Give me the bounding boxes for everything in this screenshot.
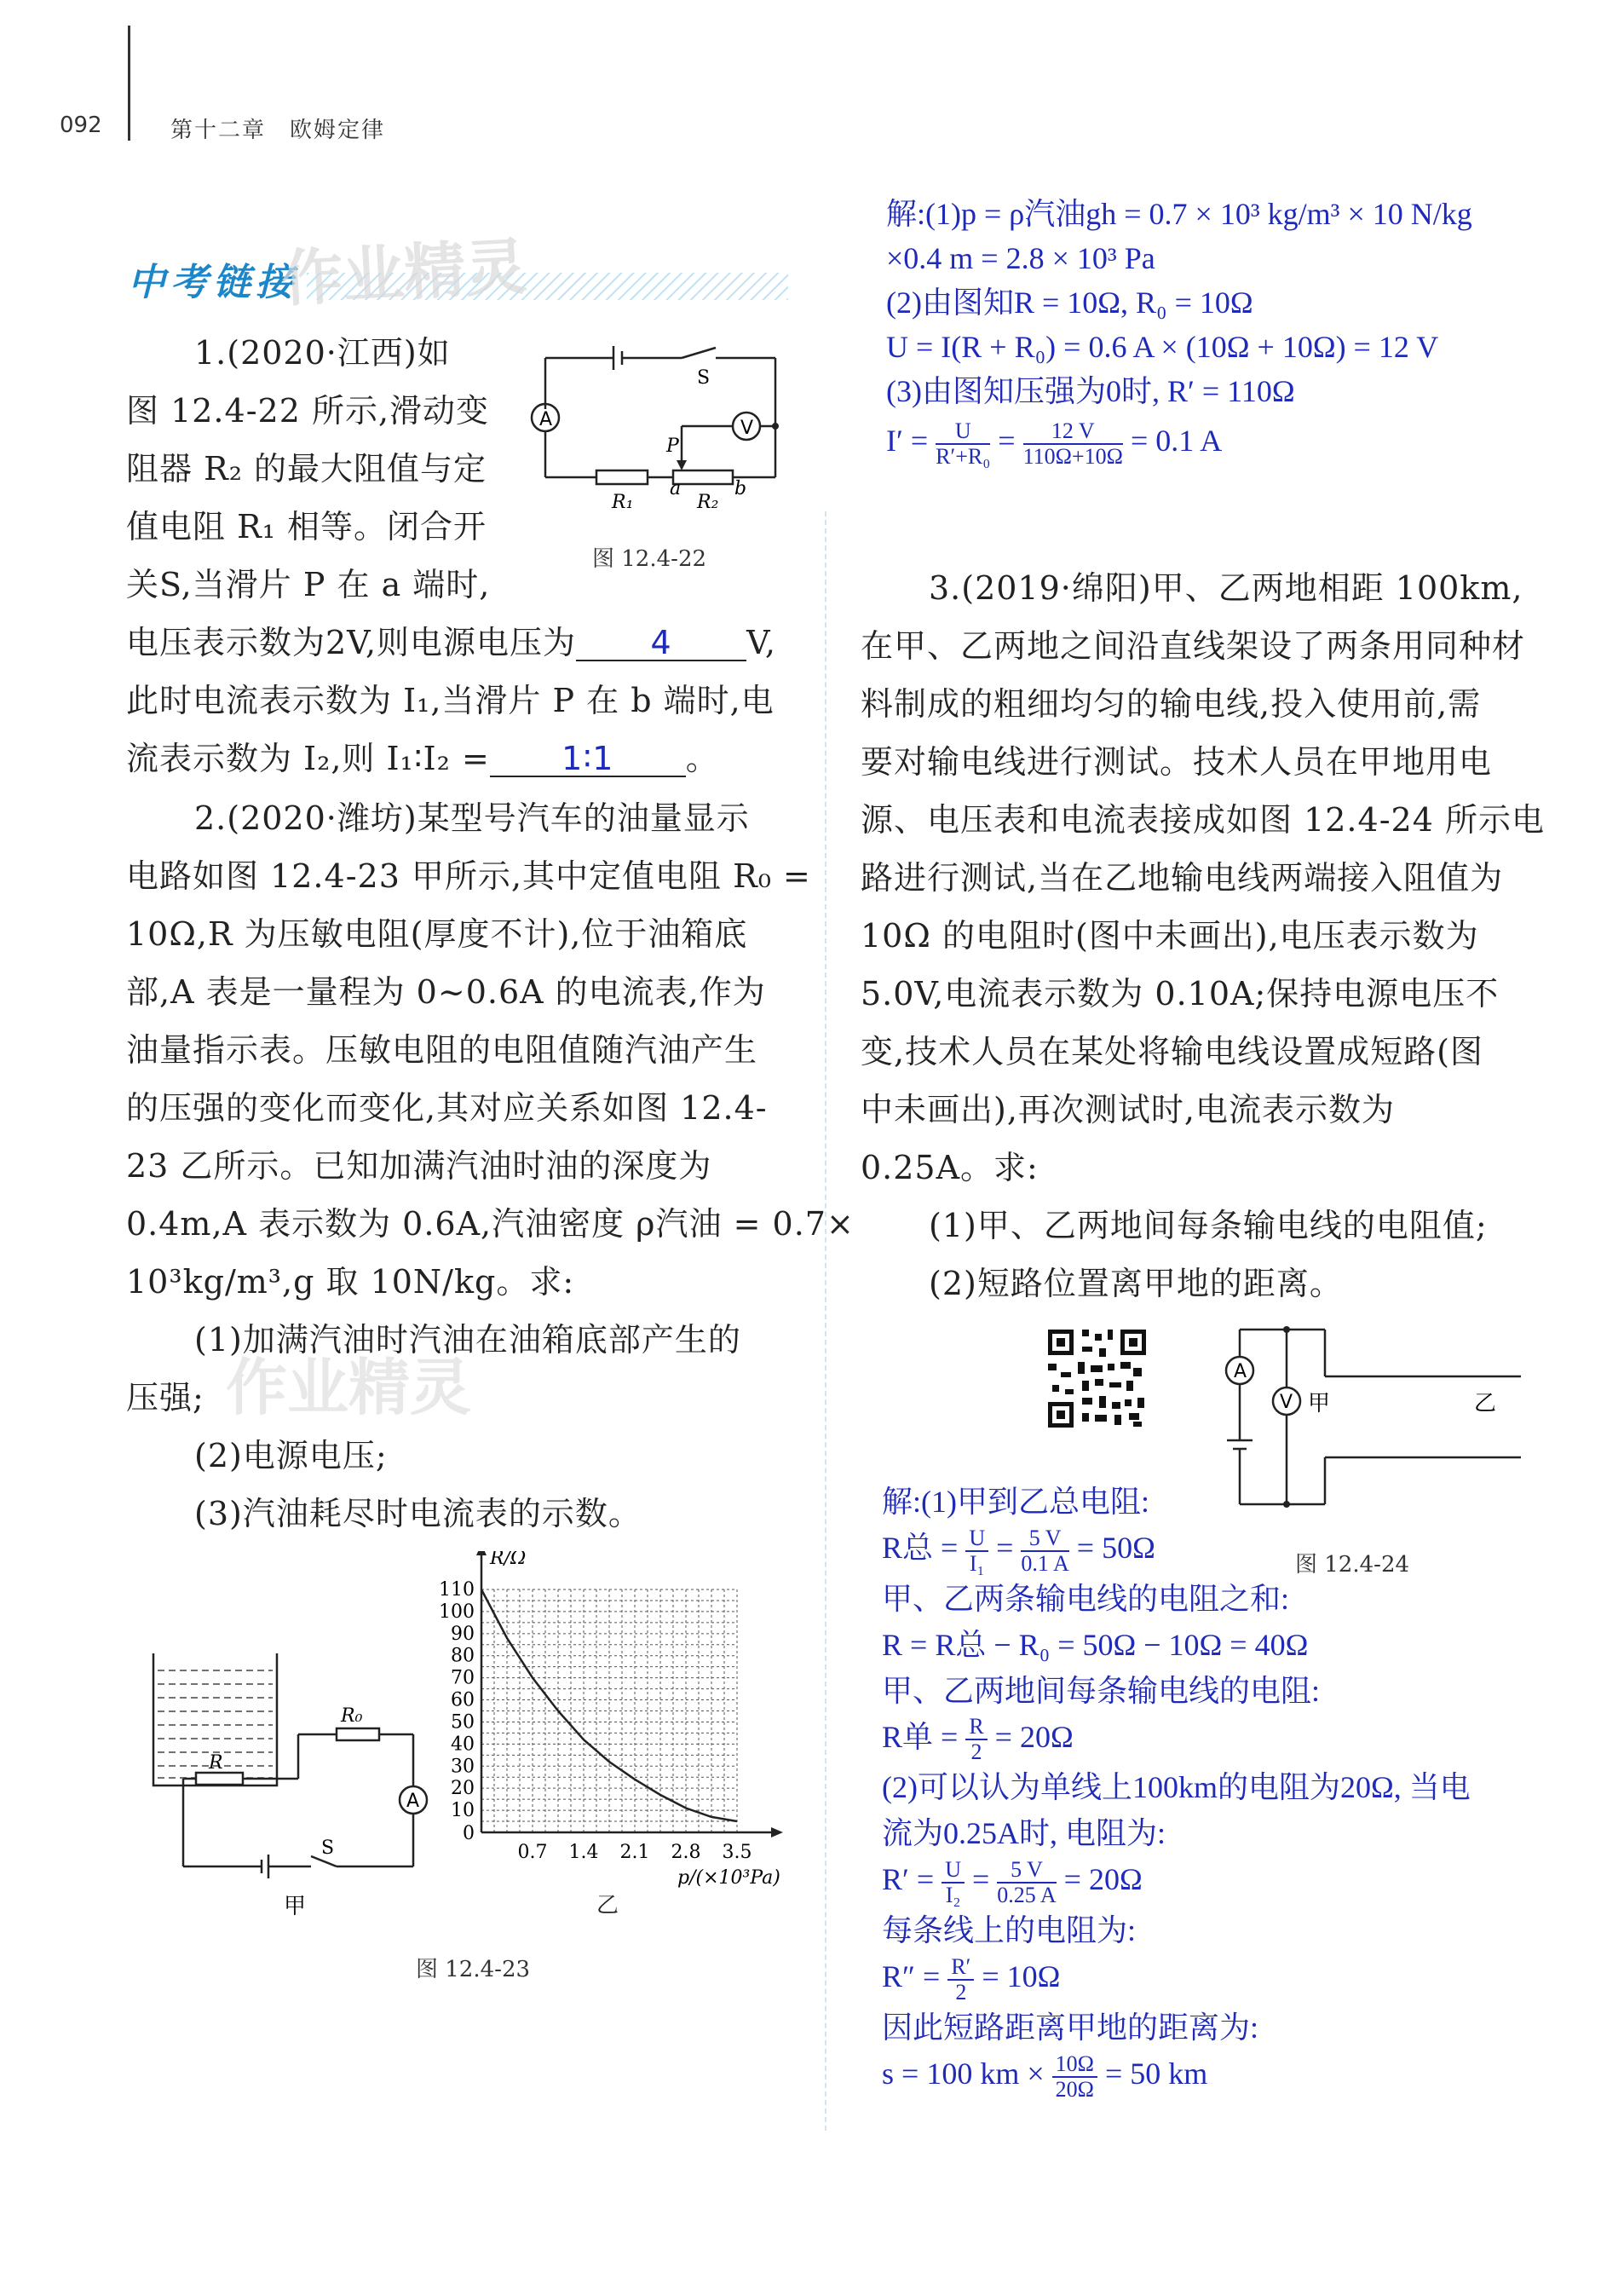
- q1-line: 值电阻 R₁ 相等。闭合开: [126, 508, 487, 545]
- circuit-figure-12-4-22: [511, 341, 792, 528]
- q1-line-6: 电压表示数为2V,则电源电压为 4 V,: [126, 624, 776, 661]
- q3-line: (2)短路位置离甲地的距离。: [929, 1265, 1343, 1302]
- ammeter-label: A: [406, 1791, 420, 1812]
- chart-tick-labels: [439, 1579, 752, 1863]
- q2-line: (1)加满汽油时汽油在油箱底部产生的: [194, 1321, 741, 1359]
- tank-resistor-label: R: [209, 1752, 223, 1774]
- watermark-mid: 作业精灵: [226, 1352, 472, 1423]
- q2-line: 10Ω,R 为压敏电阻(厚度不计),位于油箱底: [126, 915, 748, 953]
- q3-line: 变,技术人员在某处将输电线设置成短路(图: [861, 1033, 1483, 1070]
- q2-text: [126, 789, 855, 1543]
- q3-line: 料制成的粗细均匀的输电线,投入使用前,需: [861, 685, 1482, 723]
- q3-line: 源、电压表和电流表接成如图 12.4-24 所示电: [861, 801, 1545, 839]
- q1-line: 此时电流表示数为 I₁,当滑片 P 在 b 端时,电: [126, 682, 775, 719]
- chart-y-tick-label: 110: [439, 1579, 475, 1601]
- answer-line: (3)由图知压强为0时, R′ = 110Ω: [886, 374, 1295, 408]
- q2-answer: [886, 192, 1472, 469]
- q1-line: 阻器 R₂ 的最大阻值与定: [126, 450, 487, 487]
- chart-origin-label: 0: [463, 1823, 475, 1844]
- q2-line: 电路如图 12.4-23 甲所示,其中定值电阻 R₀ =: [126, 857, 811, 895]
- figure-caption-12-4-22: 图 12.4-22: [592, 546, 707, 572]
- chart-grid: [481, 1589, 737, 1832]
- r2-label: R₂: [697, 492, 719, 513]
- q2-line: 的压强的变化而变化,其对应关系如图 12.4-: [126, 1089, 768, 1127]
- q3-line: (1)甲、乙两地间每条输电线的电阻值;: [929, 1207, 1488, 1244]
- answer-line: 解:(1)p = ρ汽油gh = 0.7 × 10³ kg/m³ × 10 N/kg: [886, 197, 1472, 231]
- q3-text: [861, 559, 1545, 1312]
- q3-line: 0.25A。求:: [861, 1149, 1039, 1186]
- figure-jia-label: 甲: [284, 1894, 307, 1919]
- ammeter-label: A: [1234, 1361, 1247, 1382]
- q3-line: 路进行测试,当在乙地输电线两端接入阻值为: [861, 859, 1504, 897]
- switch-label: S: [697, 367, 711, 389]
- chart-y-tick-label: 90: [451, 1623, 475, 1645]
- q1-line: 关S,当滑片 P 在 a 端时,: [126, 566, 491, 603]
- slider-label: P: [666, 436, 679, 457]
- chart-y-tick-label: 80: [451, 1645, 475, 1667]
- chart-y-tick-label: 20: [451, 1778, 475, 1800]
- q3-line: 在甲、乙两地之间沿直线架设了两条用同种材: [861, 627, 1526, 665]
- location-yi-label: 乙: [1474, 1391, 1497, 1416]
- q2-line: 压强;: [126, 1379, 204, 1416]
- chart-x-tick-label: 2.1: [619, 1842, 650, 1863]
- chart-x-arrow: [771, 1827, 783, 1837]
- chart-y-tick-label: 60: [451, 1689, 475, 1711]
- oil-tank-circuit-figure: [141, 1636, 447, 1943]
- voltmeter-label: V: [1280, 1392, 1293, 1413]
- switch-label: S: [321, 1837, 335, 1859]
- answer-line: 因此短路距离甲地的距离为:: [882, 2010, 1259, 2045]
- answer-line: (2)可以认为单线上100km的电阻为20Ω, 当电: [882, 1770, 1471, 1805]
- chart-y-tick-label: 30: [451, 1756, 475, 1778]
- chart-x-tick-label: 2.8: [671, 1842, 701, 1863]
- answer-line: (2)由图知R = 10Ω, R₀ = 10Ω: [886, 286, 1253, 320]
- answer-line: 甲、乙两条输电线的电阻之和:: [882, 1581, 1290, 1616]
- q2-line: 2.(2020·潍坊)某型号汽车的油量显示: [194, 799, 750, 837]
- location-jia-label: 甲: [1308, 1391, 1331, 1416]
- q1-line: 图 12.4-22 所示,滑动变: [126, 392, 490, 430]
- answer-blank-1[interactable]: 4: [576, 626, 746, 661]
- q2-line: 10³kg/m³,g 取 10N/kg。求:: [126, 1263, 575, 1301]
- answer-line-fraction: s = 100 km × $\frac{10\Omega}{20\Omega}$ = 50 km: [882, 2051, 1208, 2102]
- answer-line-fraction: R′ = $\frac{U}{\text{I₂}}$ = $\frac{5 V}{0.25 A}$ = 20Ω: [882, 1857, 1143, 1908]
- chart-y-axis-label: R/Ω: [490, 1551, 527, 1569]
- chart-x-tick-label: 3.5: [722, 1842, 752, 1863]
- page-number: 092: [60, 112, 102, 138]
- figure-caption-12-4-24: 图 12.4-24: [1295, 1552, 1410, 1578]
- chart-x-tick-label: 0.7: [517, 1842, 548, 1863]
- answer-line: ×0.4 m = 2.8 × 10³ Pa: [886, 241, 1155, 275]
- q1-line: 1.(2020·江西)如: [194, 334, 451, 372]
- q3-line: 3.(2019·绵阳)甲、乙两地相距 100km,: [929, 569, 1523, 607]
- q2-line: 23 乙所示。已知加满汽油时油的深度为: [126, 1147, 712, 1185]
- answer-line-fraction: R″ = $\frac{R'}{2}$ = 10Ω: [882, 1953, 1061, 2005]
- answer-line: U = I(R + R₀) = 0.6 A × (10Ω + 10Ω) = 12 V: [886, 330, 1439, 364]
- q3-line: 中未画出),再次测试时,电流表示数为: [861, 1091, 1395, 1128]
- chart-y-arrow: [476, 1551, 487, 1555]
- resistance-pressure-chart: [430, 1551, 822, 1926]
- q1-line-8: 流表示数为 I₂,则 I₁∶I₂ = 1∶1 。: [126, 740, 719, 777]
- answer-line-fraction: I′ = $\frac{U}{\text{R′+R₀}}$ = $\frac{12 V}{110\Omega+10\Omega}$ = 0.1 A: [886, 418, 1223, 469]
- q2-line: (2)电源电压;: [194, 1437, 388, 1474]
- chart-y-tick-label: 40: [451, 1734, 475, 1756]
- figure-yi-label: 乙: [596, 1893, 619, 1918]
- q3-line: 要对输电线进行测试。技术人员在甲地用电: [861, 743, 1493, 781]
- q3-line: 5.0V,电流表示数为 0.10A;保持电源电压不: [861, 975, 1500, 1012]
- end-b-label: b: [734, 478, 747, 499]
- chart-series-line: [481, 1589, 737, 1821]
- chart-y-tick-label: 50: [451, 1711, 475, 1734]
- answer-blank-2[interactable]: 1∶1: [490, 741, 686, 777]
- answer-line: 流为0.25A时, 电阻为:: [882, 1816, 1166, 1851]
- chart-x-axis-label: p/(×10³Pa): [677, 1867, 780, 1889]
- q2-line: 0.4m,A 表示数为 0.6A,汽油密度 ρ汽油 = 0.7×: [126, 1205, 855, 1243]
- answer-line: 解:(1)甲到乙总电阻:: [882, 1485, 1149, 1519]
- chart-y-tick-label: 10: [451, 1800, 475, 1822]
- answer-line: R = R总 − R₀ = 50Ω − 10Ω = 40Ω: [882, 1627, 1309, 1662]
- answer-line: 甲、乙两地间每条输电线的电阻:: [882, 1673, 1321, 1708]
- chart-y-tick-label: 70: [451, 1667, 475, 1689]
- watermark-top: 作业精灵: [279, 230, 529, 315]
- chart-x-tick-label: 1.4: [568, 1842, 599, 1863]
- q3-line: 10Ω 的电阻时(图中未画出),电压表示数为: [861, 917, 1479, 955]
- chart-y-tick-label: 100: [439, 1601, 475, 1623]
- q2-line: 油量指示表。压敏电阻的电阻值随汽油产生: [126, 1031, 758, 1069]
- figure-caption-12-4-23: 图 12.4-23: [416, 1957, 531, 1982]
- answer-line: 每条线上的电阻为:: [882, 1913, 1137, 1948]
- header-vertical-rule: [128, 26, 130, 141]
- chapter-title: 第十二章 欧姆定律: [170, 118, 386, 143]
- ammeter-label: A: [539, 409, 553, 430]
- qr-code[interactable]: [1048, 1330, 1146, 1428]
- section-title: 中考链接: [128, 261, 298, 304]
- r1-label: R₁: [612, 492, 634, 513]
- q2-line: 部,A 表是一量程为 0~0.6A 的电流表,作为: [126, 973, 766, 1011]
- q3-answer: [882, 1479, 1471, 2102]
- q2-line: (3)汽油耗尽时电流表的示数。: [194, 1495, 642, 1532]
- column-divider: [825, 511, 826, 2131]
- answer-line-fraction: R总 = $\frac{U}{\text{I₁}}$ = $\frac{5 V}{0.1 A}$ = 50Ω: [882, 1525, 1155, 1576]
- r0-label: R₀: [341, 1705, 363, 1727]
- answer-line-fraction: R单 = $\frac{R}{2}$ = 20Ω: [882, 1714, 1074, 1765]
- voltmeter-label: V: [740, 418, 754, 439]
- end-a-label: a: [670, 478, 682, 499]
